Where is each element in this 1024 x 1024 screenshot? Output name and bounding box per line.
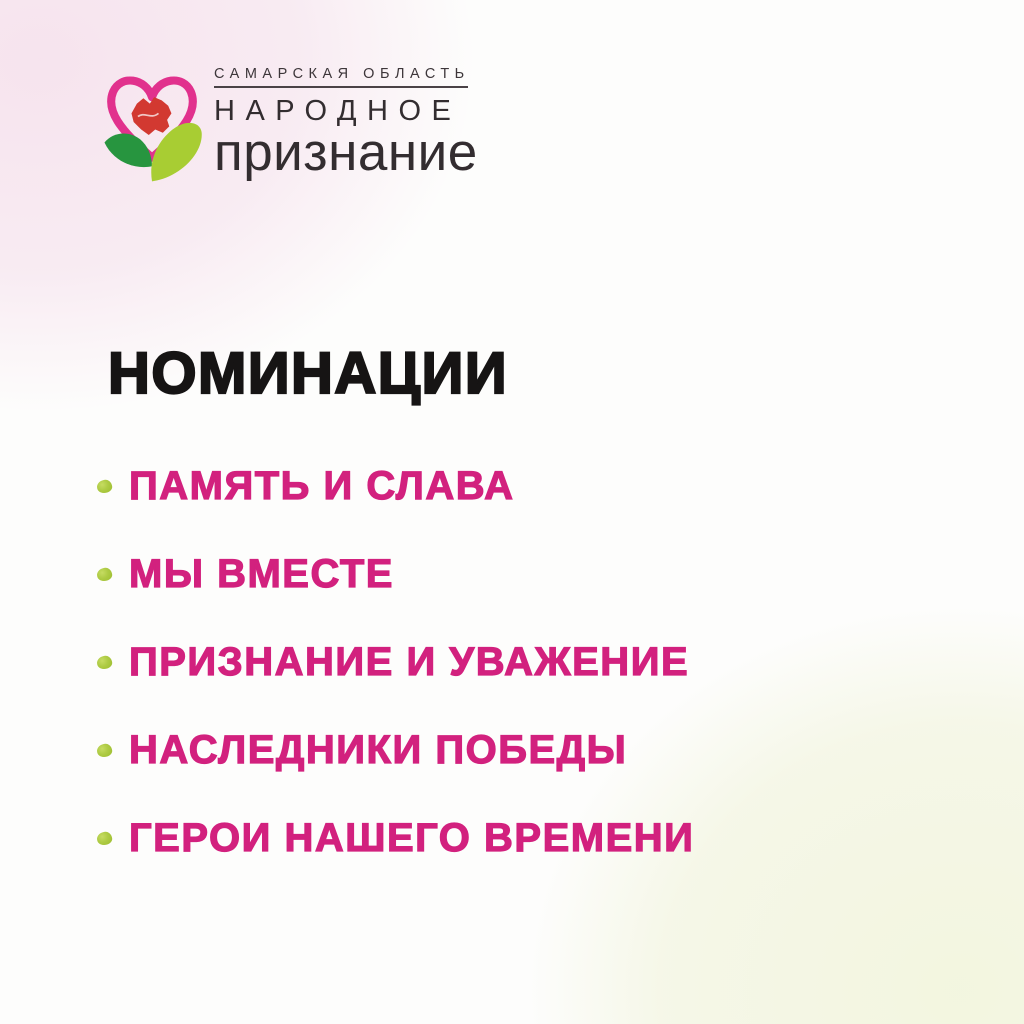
list-item [97,794,857,882]
bullet-dot-icon [96,742,114,758]
logo-title-script: признание [214,122,478,182]
narodnoe-priznanie-logo [98,58,478,186]
logo-title-caps: НАРОДНОЕ [214,94,462,127]
nomination-label: ПАМЯТЬ И СЛАВА [129,464,515,508]
bullet-dot-icon [96,478,114,494]
bullet-dot-icon [96,654,114,670]
nomination-label: МЫ ВМЕСТЕ [129,552,394,596]
list-item [97,530,857,618]
heart-hands-logo-icon [98,58,206,186]
logo-underline [214,86,468,88]
logo-region-label: САМАРСКАЯ ОБЛАСТЬ [214,66,470,82]
list-item [97,442,857,530]
bullet-dot-icon [96,830,114,846]
page-title: НОМИНАЦИИ [108,340,509,406]
list-item [97,618,857,706]
nomination-label: ПРИЗНАНИЕ И УВАЖЕНИЕ [129,640,690,684]
logo-text-block [214,58,478,186]
list-item [97,706,857,794]
nomination-label: ГЕРОИ НАШЕГО ВРЕМЕНИ [129,816,695,860]
nominations-list [97,442,857,882]
bullet-dot-icon [96,566,114,582]
nomination-label: НАСЛЕДНИКИ ПОБЕДЫ [129,728,628,772]
